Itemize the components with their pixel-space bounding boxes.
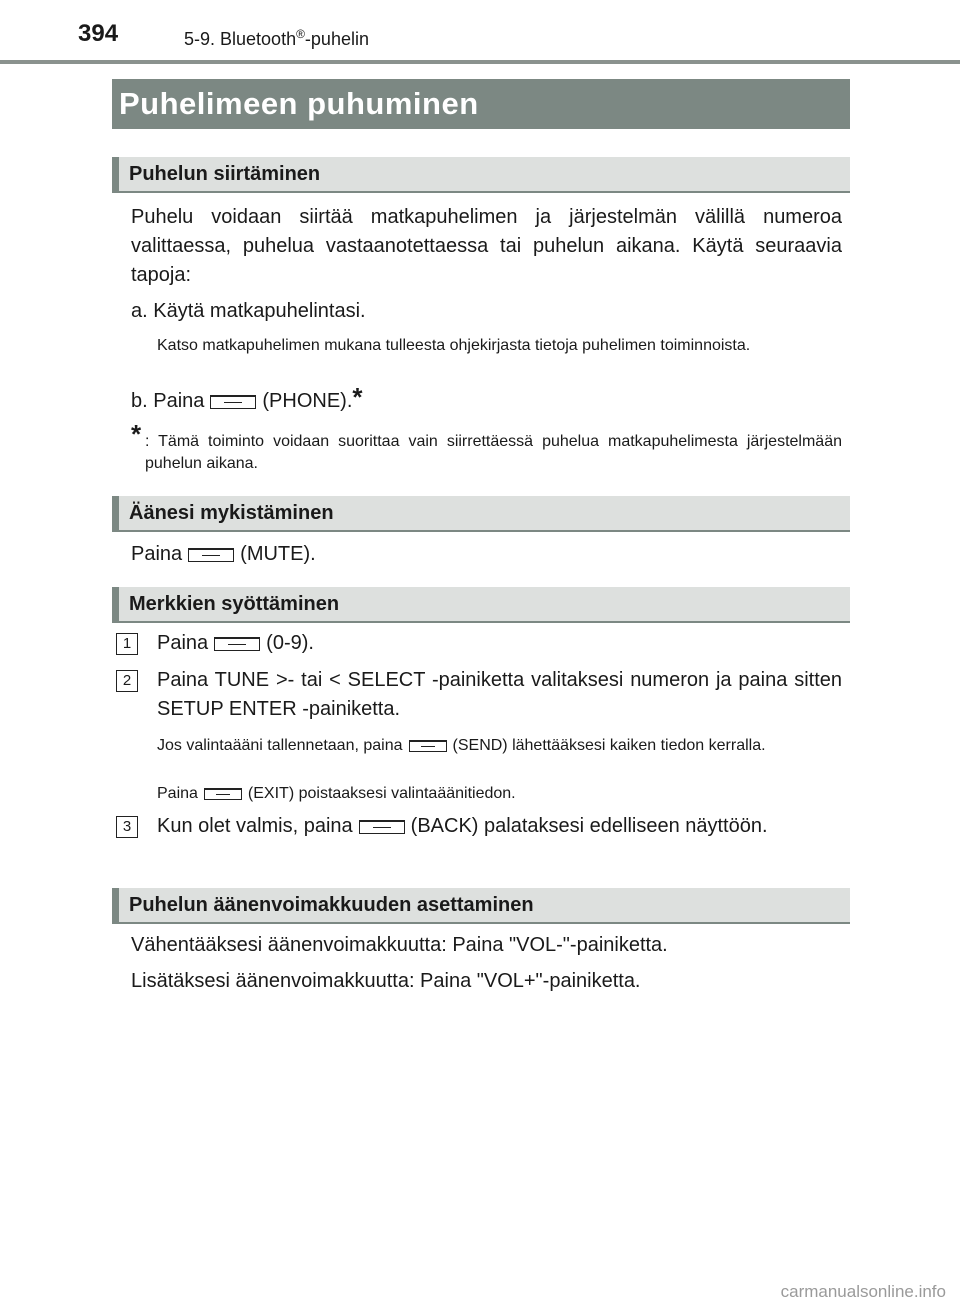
option-b xyxy=(131,382,842,416)
send-note-suffix: (SEND) lähettääksesi kaiken tiedon kerralla. xyxy=(452,737,766,754)
digit-button-icon xyxy=(214,637,260,651)
section-heading-text: Äänesi mykistäminen xyxy=(129,502,334,524)
step-3-text xyxy=(157,812,842,841)
option-a-note: Katso matkapuhelimen mukana tulleesta ohjekirjasta tietoja puhelimen toiminnoista. xyxy=(157,337,751,354)
call-transfer-intro: Puhelu voidaan siirtää matkapuhelimen ja järjestelmän välillä numeroa valittaessa, puhelua vastaanotettaessa tai puhelun aikana. Käytä seuraavia tapoja: xyxy=(131,206,842,286)
step-number-2: 2 xyxy=(116,670,138,692)
option-a: a. Käytä matkapuhelintasi. xyxy=(131,300,366,322)
section-heading-entering-characters xyxy=(112,587,850,623)
step-1-text xyxy=(157,629,842,658)
volume-up-text: Lisätäksesi äänenvoimakkuutta: Paina "VOL+"-painiketta. xyxy=(131,970,641,992)
section-heading-text: Merkkien syöttäminen xyxy=(129,593,340,615)
mute-suffix: (MUTE). xyxy=(240,543,316,565)
mute-instruction xyxy=(131,540,842,569)
chapter-title xyxy=(184,27,369,50)
page-number: 394 xyxy=(78,20,119,47)
step-number-3: 3 xyxy=(116,816,138,838)
registered-mark: ® xyxy=(296,27,305,41)
exit-note-suffix: (EXIT) poistaaksesi valintaäänitiedon. xyxy=(247,785,516,802)
volume-down-text: Vähentääksesi äänenvoimakkuutta: Paina "VOL-"-painiketta. xyxy=(131,934,668,956)
section-heading-call-volume xyxy=(112,888,850,924)
section-heading-text: Puhelun siirtäminen xyxy=(129,163,321,185)
section-heading-text: Puhelun äänenvoimakkuuden asettaminen xyxy=(129,894,534,916)
step-1-suffix: (0-9). xyxy=(266,632,314,654)
step-2-text: Paina TUNE >- tai < SELECT -painiketta valitaksesi numeron ja paina sitten SETUP ENTER -painiketta. xyxy=(157,669,842,720)
header-rule xyxy=(0,60,960,64)
step-3-suffix: (BACK) palataksesi edelliseen näyttöön. xyxy=(410,815,768,837)
step-number-1: 1 xyxy=(116,633,138,655)
exit-note-prefix: Paina xyxy=(157,785,198,802)
send-note-prefix: Jos valintaääni tallennetaan, paina xyxy=(157,737,403,754)
page-title-bar xyxy=(112,79,850,129)
mute-button-icon xyxy=(188,548,234,562)
mute-prefix: Paina xyxy=(131,543,183,565)
watermark: carmanualsonline.info xyxy=(780,1282,946,1301)
exit-note xyxy=(157,783,842,805)
phone-button-icon xyxy=(210,395,256,409)
section-heading-call-transfer xyxy=(112,157,850,193)
option-b-prefix: b. Paina xyxy=(131,390,205,412)
step-3-prefix: Kun olet valmis, paina xyxy=(157,815,353,837)
footnote-text: : Tämä toiminto voidaan suorittaa vain siirrettäessä puhelua matkapuhelimesta järjestelmään puhelun aikana. xyxy=(145,433,842,472)
option-b-suffix: (PHONE). xyxy=(262,390,353,412)
back-button-icon xyxy=(359,820,405,834)
send-note xyxy=(157,735,842,757)
page-title: Puhelimeen puhuminen xyxy=(119,86,479,121)
asterisk-mark: * xyxy=(352,382,363,412)
send-button-icon xyxy=(409,740,447,752)
exit-button-icon xyxy=(204,788,242,800)
footnote-asterisk: * xyxy=(131,419,142,449)
step-1-prefix: Paina xyxy=(157,632,209,654)
chapter-prefix: 5-9. Bluetooth xyxy=(184,29,297,49)
chapter-suffix: -puhelin xyxy=(304,29,369,49)
section-heading-mute xyxy=(112,496,850,532)
